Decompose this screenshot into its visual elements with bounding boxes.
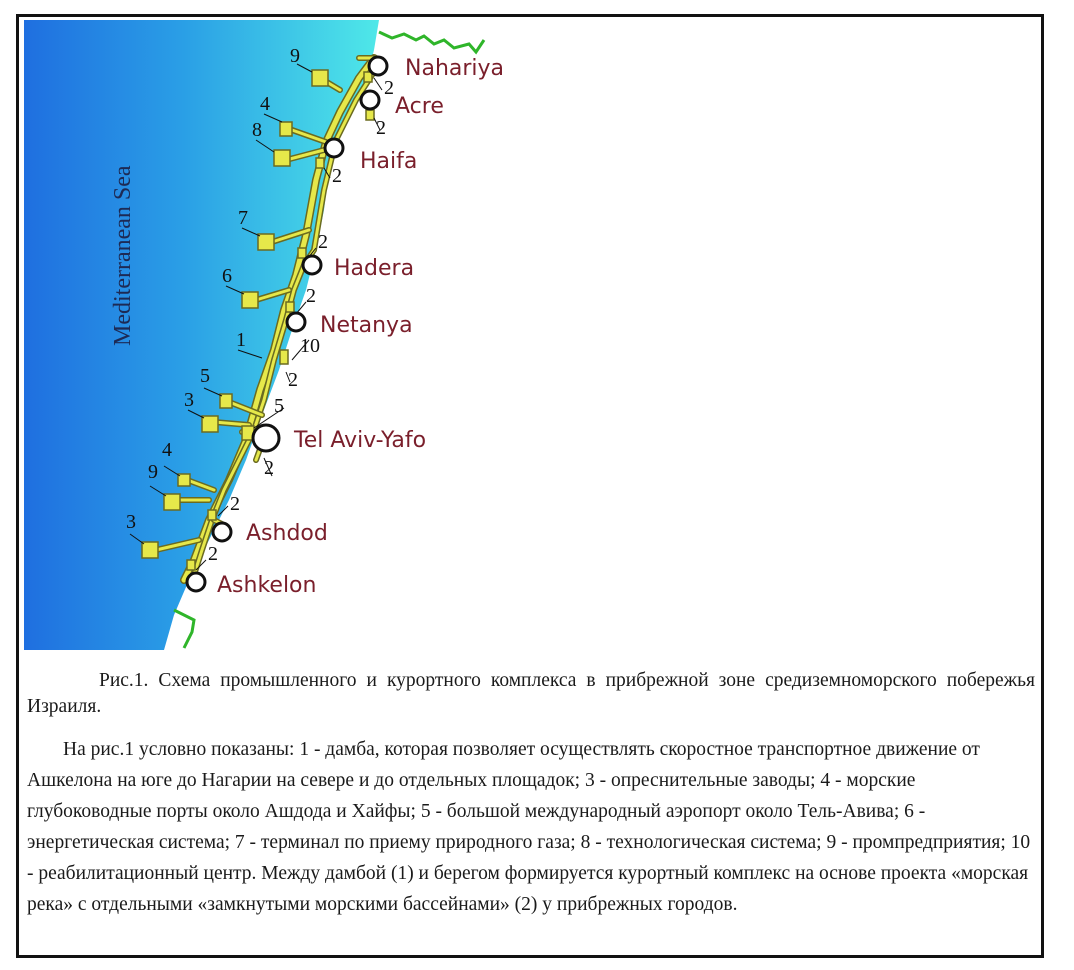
svg-text:2: 2	[306, 285, 316, 307]
caption-text: Рис.1. Схема промышленного и курортного комплекса в прибрежной зоне средиземноморского побережья Израиля.	[27, 670, 1035, 717]
sea-label: Mediterranean Sea	[110, 165, 136, 346]
facility-7	[258, 234, 274, 250]
svg-text:3: 3	[184, 389, 194, 411]
svg-text:7: 7	[238, 207, 248, 229]
svg-text:2: 2	[384, 77, 394, 99]
figure-description	[27, 734, 1037, 920]
figure-caption	[27, 668, 1035, 720]
svg-text:3: 3	[126, 511, 136, 533]
svg-text:6: 6	[222, 265, 232, 287]
svg-text:2: 2	[288, 369, 298, 391]
city-marker-acre	[361, 91, 379, 109]
city-marker-haifa	[325, 139, 343, 157]
city-marker-hadera	[303, 256, 321, 274]
svg-text:2: 2	[332, 165, 342, 187]
svg-text:4: 4	[162, 439, 172, 461]
svg-text:2: 2	[318, 231, 328, 253]
city-marker-ashdod	[213, 523, 231, 541]
city-label-acre: Acre	[395, 94, 444, 119]
city-marker-tel-aviv	[253, 425, 279, 451]
svg-text:9: 9	[290, 45, 300, 67]
svg-text:2: 2	[376, 117, 386, 139]
facility-3-south	[142, 542, 158, 558]
northern-border	[379, 32, 484, 52]
southern-border	[174, 610, 194, 648]
facility-3-north	[202, 416, 218, 432]
facility-9-north	[312, 70, 328, 86]
city-label-ashdod: Ashdod	[246, 521, 328, 546]
svg-text:8: 8	[252, 119, 262, 141]
city-label-hadera: Hadera	[334, 256, 415, 281]
svg-text:1: 1	[236, 329, 246, 351]
city-label-ashkelon: Ashkelon	[217, 573, 317, 598]
city-marker-nahariya	[369, 57, 387, 75]
city-label-nahariya: Nahariya	[405, 56, 505, 81]
city-label-netanya: Netanya	[320, 313, 413, 338]
svg-text:2: 2	[264, 457, 274, 479]
facility-10	[280, 350, 288, 364]
svg-text:5: 5	[274, 395, 284, 417]
svg-text:2: 2	[230, 493, 240, 515]
facility-8	[274, 150, 290, 166]
facility-9-south	[164, 494, 180, 510]
city-label-tel-aviv: Tel Aviv-Yafo	[294, 428, 427, 453]
svg-text:10: 10	[300, 335, 320, 357]
city-marker-ashkelon	[187, 573, 205, 591]
svg-text:4: 4	[260, 93, 270, 115]
city-label-haifa: Haifa	[360, 149, 418, 174]
svg-text:5: 5	[200, 365, 210, 387]
coastal-map	[24, 20, 505, 650]
svg-text:2: 2	[208, 543, 218, 565]
city-marker-netanya	[287, 313, 305, 331]
facility-4-north	[280, 122, 292, 136]
facility-6	[242, 292, 258, 308]
svg-text:9: 9	[148, 461, 158, 483]
description-text: На рис.1 условно показаны: 1 - дамба, которая позволяет осуществлять скоростное транспортное движение от Ашкелона на юге до Нагарии на севере и до отдельных площадок; 3 - опреснительные заводы; 4 - морские глубоководные порты около Ашдода и Хайфы; 5 - большой международный аэропорт около Тель-Авива; 6 - энергетическая система; 7 - терминал по приему природного газа; 8 - технологическая система; 9 - промпредприятия; 10 - реабилитационный центр. Между дамбой (1) и берегом формируется курортный комплекс на основе проекта «морская река» с отдельными «замкнутыми морскими бассейнами» (2) у прибрежных городов.	[27, 739, 1031, 915]
